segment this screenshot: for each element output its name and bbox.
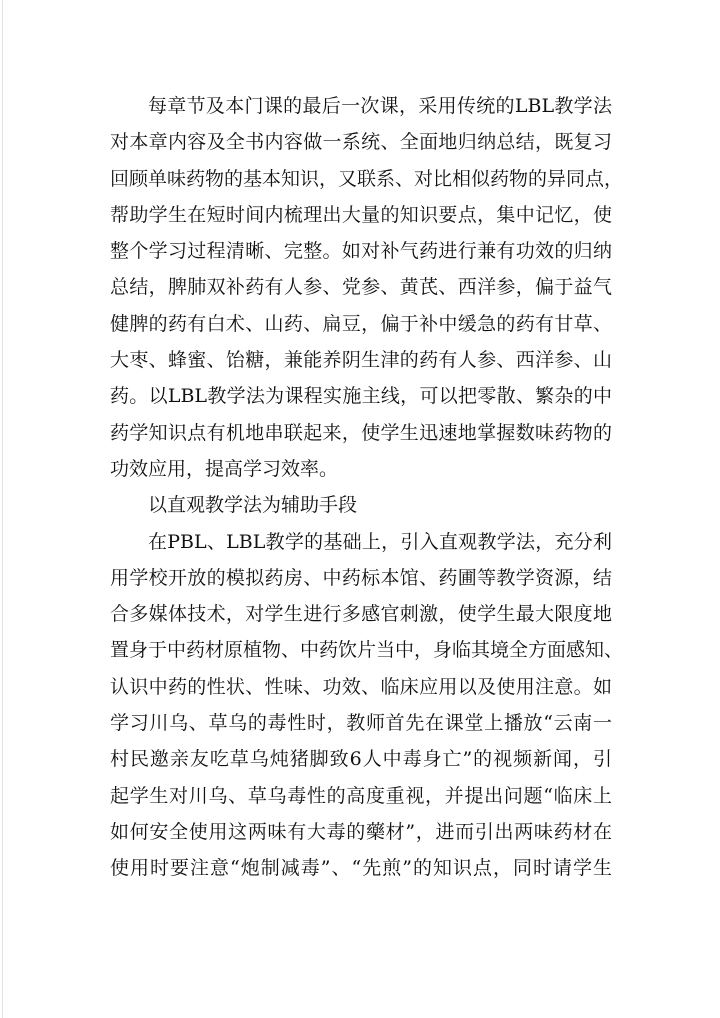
text-line: 起学生对川乌、草乌毒性的高度重视，并提出问题“临床上	[110, 784, 612, 807]
text-line: 学习川乌、草乌的毒性时，教师首先在课堂上播放“云南一	[110, 712, 612, 735]
document-body	[110, 88, 624, 887]
text-line: 健脾的药有白术、山药、扁豆，偏于补中缓急的药有甘草、	[110, 312, 612, 335]
text-line: 总结，脾肺双补药有人参、党参、黄芪、西洋参，偏于益气	[110, 276, 612, 299]
text-line: 每章节及本门课的最后一次课，采用传统的LBL教学法	[148, 95, 612, 117]
paragraph-intuitive-teaching	[110, 524, 624, 887]
text-line: 回顾单味药物的基本知识，又联系、对比相似药物的异同点，	[110, 167, 624, 190]
paragraph-lbl-summary	[110, 88, 624, 487]
text-line: 村民邀亲友吃草乌炖猪脚致6人中毒身亡”的视频新闻，引	[110, 748, 612, 771]
text-line: 用学校开放的模拟药房、中药标本馆、药圃等教学资源，结	[110, 566, 612, 589]
section-heading-text: 以直观教学法为辅助手段	[148, 494, 358, 517]
text-line: 药。以LBL教学法为课程实施主线，可以把零散、繁杂的中	[110, 385, 612, 408]
text-line: 药学知识点有机地串联起来，使学生迅速地掌握数味药物的	[110, 421, 612, 444]
text-line: 整个学习过程清晰、完整。如对补气药进行兼有功效的归纳	[110, 240, 612, 263]
text-line: 合多媒体技术，对学生进行多感官刺激，使学生最大限度地	[110, 603, 612, 626]
page-left-border	[2, 0, 3, 1018]
text-line: 置身于中药材原植物、中药饮片当中，身临其境全方面感知、	[110, 639, 624, 662]
text-line: 功效应用，提高学习效率。	[110, 457, 339, 480]
text-line: 对本章内容及全书内容做一系统、全面地归纳总结，既复习	[110, 131, 612, 154]
text-line: 使用时要注意“炮制减毒”、“先煎”的知识点，同时请学生	[110, 857, 612, 880]
text-line: 大枣、蜂蜜、饴糖，兼能养阴生津的药有人参、西洋参、山	[110, 349, 612, 372]
text-line: 认识中药的性状、性味、功效、临床应用以及使用注意。如	[110, 675, 612, 698]
text-line: 如何安全使用这两味有大毒的藥材”，进而引出两味药材在	[110, 820, 612, 843]
text-line: 在PBL、LBL教学的基础上，引入直观教学法，充分利	[148, 530, 612, 553]
section-heading	[110, 487, 612, 523]
text-line: 帮助学生在短时间内梳理出大量的知识要点，集中记忆，使	[110, 203, 612, 226]
